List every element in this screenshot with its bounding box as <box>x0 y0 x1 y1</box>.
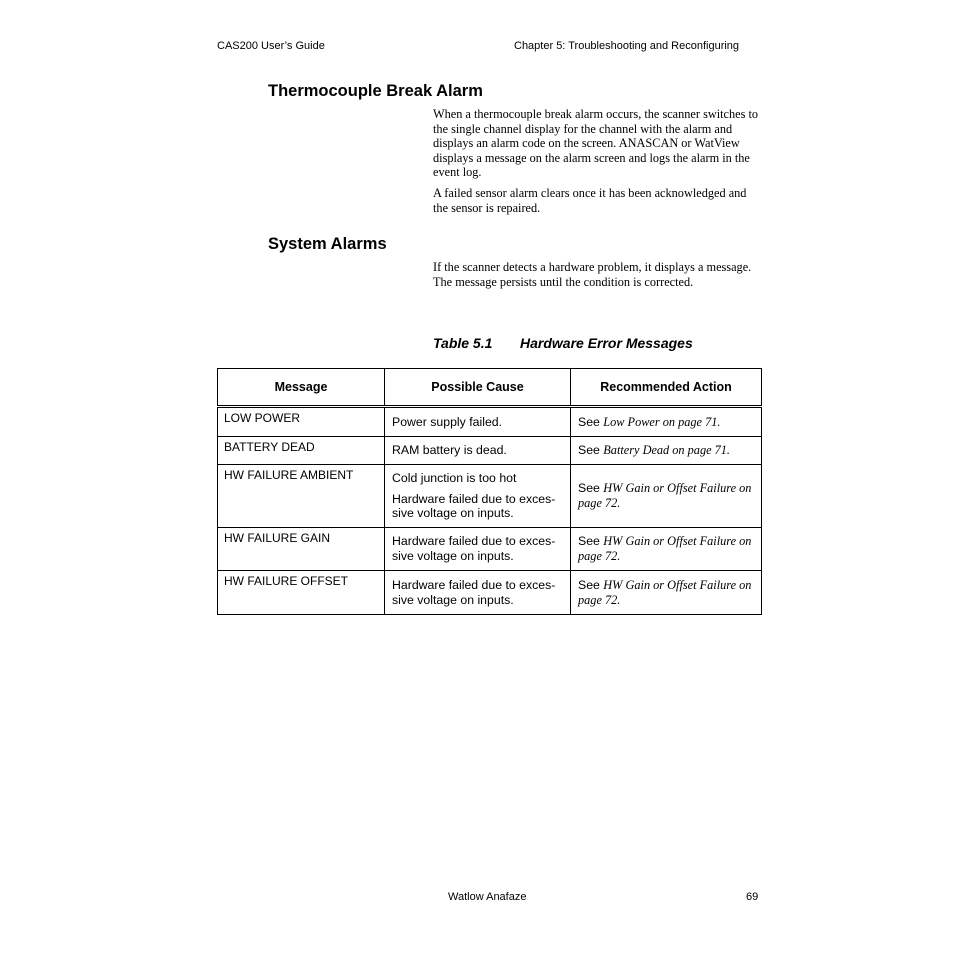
cause-text: Hardware failed due to exces-sive voltage on inputs. <box>392 577 556 607</box>
cause-cell <box>385 571 571 615</box>
cross-reference-link: HW Gain or Offset Failure on page 72. <box>578 481 752 510</box>
action-prefix: See <box>578 534 604 549</box>
table-row <box>218 528 762 571</box>
action-prefix: See <box>578 414 604 429</box>
table-caption-title: Hardware Error Messages <box>520 335 693 351</box>
table-header-row <box>218 369 762 407</box>
running-header-chapter: Chapter 5: Troubleshooting and Reconfiguring <box>514 40 740 52</box>
table-row <box>218 407 762 437</box>
hardware-error-messages-table <box>217 368 762 615</box>
message-cell: HW FAILURE GAIN <box>218 528 385 571</box>
section-heading-thermocouple-break-alarm: Thermocouple Break Alarm <box>268 82 483 100</box>
action-cell <box>571 407 762 437</box>
paragraph: If the scanner detects a hardware problem, it displays a message. The message persists until the condition is corrected. <box>433 260 752 289</box>
cause-text: RAM battery is dead. <box>392 443 507 458</box>
cause-text: Cold junction is too hot <box>392 471 517 486</box>
message-cell: HW FAILURE OFFSET <box>218 571 385 615</box>
table-row <box>218 571 762 615</box>
paragraph: A failed sensor alarm clears once it has been acknowledged and the sensor is repaired. <box>433 185 747 215</box>
action-cell <box>571 571 762 615</box>
cause-cell <box>385 437 571 465</box>
action-prefix: See <box>578 577 604 592</box>
action-cell <box>571 465 762 528</box>
running-header-title: CAS200 User’s Guide <box>217 40 325 52</box>
cause-cell <box>385 528 571 571</box>
cause-text: Power supply failed. <box>392 414 503 429</box>
table-caption <box>433 335 693 351</box>
table-caption-number: Table 5.1 <box>433 335 493 351</box>
cross-reference-link: HW Gain or Offset Failure on page 72. <box>578 577 752 607</box>
cross-reference-link: HW Gain or Offset Failure on page 72. <box>578 534 752 563</box>
footer-publisher: Watlow Anafaze <box>448 891 527 903</box>
cross-reference-link: Battery Dead on page 71. <box>603 443 730 458</box>
section-heading-system-alarms: System Alarms <box>268 235 387 253</box>
paragraph: When a thermocouple break alarm occurs, the scanner switches to the single channel display for the channel with the alarm and displays an alarm code on the screen. ANASCAN or WatView displays a message on the alarm screen and logs the alarm in the event log. <box>433 107 759 180</box>
column-header-possible-cause: Possible Cause <box>385 369 571 407</box>
section-body-system-alarms <box>433 260 763 289</box>
action-cell <box>571 528 762 571</box>
cause-cell <box>385 465 571 528</box>
action-prefix: See <box>578 481 604 496</box>
table-row <box>218 437 762 465</box>
action-prefix: See <box>578 443 604 458</box>
cross-reference-link: Low Power on page 71. <box>603 414 721 429</box>
message-cell: LOW POWER <box>218 407 385 437</box>
cause-text: Hardware failed due to exces-sive voltage on inputs. <box>392 534 556 563</box>
column-header-message: Message <box>218 369 385 407</box>
action-cell <box>571 437 762 465</box>
message-cell: BATTERY DEAD <box>218 437 385 465</box>
page-number: 69 <box>746 891 759 903</box>
column-header-recommended-action: Recommended Action <box>571 369 762 407</box>
message-cell: HW FAILURE AMBIENT <box>218 465 385 528</box>
section-body-thermocouple <box>433 107 763 215</box>
cause-cell <box>385 407 571 437</box>
table-row <box>218 465 762 528</box>
cause-text: Hardware failed due to exces-sive voltage on inputs. <box>392 491 556 521</box>
